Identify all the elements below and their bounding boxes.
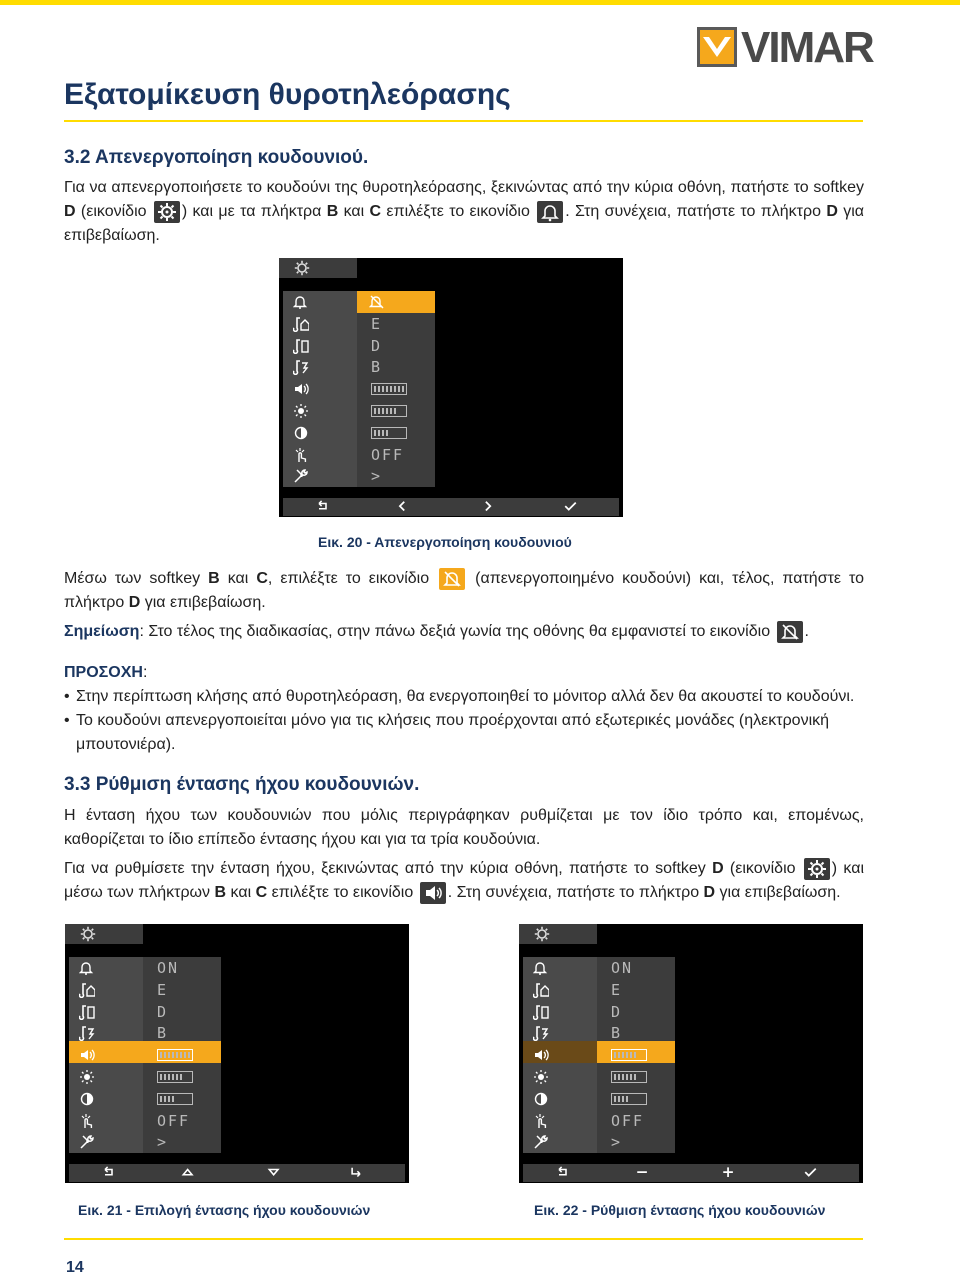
menu-row-value-text: E: [371, 314, 383, 333]
settings-header: [519, 924, 597, 944]
screen-fig-20: [279, 258, 623, 517]
key-d: D: [712, 860, 724, 877]
top-accent-bar: [0, 0, 960, 5]
contrast-level-bar: [371, 427, 407, 439]
text: Για να απενεργοποιήσετε το κουδούνι της θυροτηλεόρασης, ξεκινώντας από την κύρια οθόνη, πατήστε το softkey: [64, 179, 864, 196]
key-b: B: [326, 203, 339, 220]
menu-row-icon[interactable]: [523, 1131, 597, 1153]
menu-row-icon[interactable]: [69, 1131, 143, 1153]
touch-icon: [79, 1113, 95, 1129]
section-3-3-step: [64, 857, 864, 905]
title-rule: [64, 120, 863, 122]
brightness-level-bar: [371, 405, 407, 417]
contrast-icon: [533, 1091, 549, 1107]
caution-label: ΠΡΟΣΟΧΗ: [64, 664, 143, 681]
text: , επιλέξτε το εικονίδιο: [267, 570, 438, 587]
text: (εικονίδιο: [75, 203, 152, 220]
key-b: B: [214, 884, 227, 901]
text: ) και με τα πλήκτρα: [181, 203, 327, 220]
softkey-bar: [283, 498, 619, 516]
fig-21-caption: Εικ. 21 - Επιλογή έντασης ήχου κουδουνιών: [78, 1202, 371, 1218]
text: Μέσω των softkey: [64, 570, 209, 587]
menu-row-icon[interactable]: [69, 1001, 143, 1023]
brightness-level-bar: [157, 1071, 193, 1083]
menu-row-value[interactable]: [597, 1110, 675, 1132]
minus-icon: [635, 1166, 650, 1180]
text: (εικονίδιο: [723, 860, 802, 877]
menu-row-value[interactable]: [357, 465, 435, 487]
menu-row-value-text: B: [371, 358, 383, 377]
ring-tone-door-icon: [533, 1004, 549, 1020]
text: για επιβεβαίωση.: [140, 594, 266, 611]
bell-off-icon: [439, 568, 465, 590]
back-icon: [101, 1166, 116, 1180]
menu-row-value-text: D: [371, 336, 383, 355]
menu-row-value[interactable]: [597, 1044, 675, 1066]
ring-tone-floor-icon: [293, 359, 309, 375]
section-3-2-intro: [64, 176, 864, 248]
ring-tone-door-icon: [293, 338, 309, 354]
page-title: Εξατομίκευση θυροτηλεόρασης: [64, 78, 511, 111]
menu-row-value-text: OFF: [157, 1111, 191, 1130]
menu-row-value[interactable]: [357, 291, 435, 313]
volume-icon: [420, 882, 446, 904]
contrast-level-bar: [157, 1093, 193, 1105]
menu-row-icon[interactable]: [69, 1110, 143, 1132]
section-3-2-title: 3.2 Απενεργοποίηση κουδουνιού.: [64, 147, 369, 168]
key-d: D: [703, 884, 716, 901]
menu-row-icon[interactable]: [283, 291, 357, 313]
brightness-icon: [533, 1069, 549, 1085]
menu-row-value[interactable]: [143, 1088, 221, 1110]
menu-row-icon[interactable]: [523, 979, 597, 1001]
tools-icon: [293, 468, 309, 484]
list-item: • Στην περίπτωση κλήσης από θυροτηλεόραση, θα ενεργοποιηθεί το μόνιτορ αλλά δεν θα ακουστεί το κουδούνι.: [64, 685, 864, 709]
menu-row-value[interactable]: [357, 422, 435, 444]
note-paragraph: [64, 620, 864, 644]
check-icon: [563, 500, 578, 514]
menu-row-value-text: B: [157, 1024, 169, 1043]
menu-row-value-text: >: [157, 1133, 169, 1152]
bell-icon: [293, 294, 309, 310]
menu-row-icon[interactable]: [283, 335, 357, 357]
text: . Στη συνέχεια, πατήστε το πλήκτρο: [447, 884, 704, 901]
text: :: [142, 664, 148, 681]
softkey-bar: [523, 1164, 859, 1182]
section-3-2-step: [64, 567, 864, 615]
menu-row-icon[interactable]: [283, 356, 357, 378]
left-icon: [395, 500, 410, 514]
menu-row-value[interactable]: [143, 957, 221, 979]
menu-row-icon[interactable]: [69, 1044, 143, 1066]
menu-row-icon[interactable]: [283, 378, 357, 400]
menu-row-value-text: E: [611, 980, 623, 999]
vimar-wordmark: VIMAR: [741, 23, 873, 72]
ring-tone-home-icon: [293, 316, 309, 332]
text: επιλέξτε το εικονίδιο: [381, 203, 536, 220]
menu-row-icon[interactable]: [283, 444, 357, 466]
ring-tone-door-icon: [79, 1004, 95, 1020]
key-b: B: [208, 570, 220, 587]
menu-row-icon[interactable]: [69, 1066, 143, 1088]
menu-row-icon[interactable]: [523, 1044, 597, 1066]
menu-row-value-text: ON: [611, 959, 634, 977]
contrast-icon: [293, 425, 309, 441]
text: Για να ρυθμίσετε την ένταση ήχου, ξεκινώντας από την κύρια οθόνη, πατήστε το softkey: [64, 860, 713, 877]
menu-row-value[interactable]: [357, 335, 435, 357]
menu-row-value-text: B: [611, 1024, 623, 1043]
settings-icon: [533, 926, 551, 942]
settings-header: [65, 924, 143, 944]
section-3-3-title: 3.3 Ρύθμιση έντασης ήχου κουδουνιών.: [64, 774, 420, 795]
menu-row-value[interactable]: [597, 957, 675, 979]
text: . Στη συνέχεια, πατήστε το πλήκτρο: [565, 203, 827, 220]
menu-row-value-text: >: [371, 467, 383, 486]
menu-row-value[interactable]: [597, 1066, 675, 1088]
back-icon: [555, 1166, 570, 1180]
note-label: Σημείωση: [64, 623, 140, 640]
menu-row-icon[interactable]: [69, 957, 143, 979]
menu-row-icon[interactable]: [283, 422, 357, 444]
touch-icon: [533, 1113, 549, 1129]
menu-row-value[interactable]: [143, 1022, 221, 1044]
text: και: [219, 570, 257, 587]
bell-off-icon: [369, 294, 385, 310]
ring-tone-home-icon: [79, 982, 95, 998]
right-icon: [481, 500, 496, 514]
text: και: [338, 203, 370, 220]
key-d: D: [64, 203, 76, 220]
key-d: D: [826, 203, 838, 220]
plus-icon: [721, 1166, 736, 1180]
caution-heading: [64, 661, 864, 685]
screen-fig-21: [65, 924, 409, 1183]
menu-row-value[interactable]: [357, 313, 435, 335]
volume-level-bar: [157, 1049, 193, 1061]
bell-icon: [79, 960, 95, 976]
ring-tone-floor-icon: [79, 1025, 95, 1041]
ring-tone-home-icon: [533, 982, 549, 998]
brightness-icon: [79, 1069, 95, 1085]
back-icon: [315, 500, 330, 514]
settings-icon: [79, 926, 97, 942]
menu-row-value-text: OFF: [371, 445, 405, 464]
contrast-icon: [79, 1091, 95, 1107]
menu-row-value-text: D: [157, 1002, 169, 1021]
menu-row-value[interactable]: [597, 1088, 675, 1110]
brightness-icon: [293, 403, 309, 419]
menu-row-value[interactable]: [597, 979, 675, 1001]
menu-row-icon[interactable]: [523, 957, 597, 979]
footer-rule: [64, 1238, 863, 1240]
menu-row-value[interactable]: [357, 400, 435, 422]
fig-20-caption: Εικ. 20 - Απενεργοποίηση κουδουνιού: [318, 534, 572, 550]
key-c: C: [369, 203, 382, 220]
touch-icon: [293, 447, 309, 463]
note-text: : Στο τέλος της διαδικασίας, στην πάνω δεξιά γωνία της οθόνης θα εμφανιστεί το εικονίδιο: [139, 623, 775, 640]
softkey-bar: [69, 1164, 405, 1182]
volume-level-bar: [371, 383, 407, 395]
menu-row-icon[interactable]: [523, 1001, 597, 1023]
settings-icon: [293, 260, 311, 276]
text: .: [804, 623, 809, 640]
menu-row-icon[interactable]: [69, 979, 143, 1001]
settings-header: [279, 258, 357, 278]
menu-row-value[interactable]: [597, 1001, 675, 1023]
text: (απενεργοποιημένο κουδούνι) και, τέλος, πατήστε το πλήκτρο: [64, 570, 865, 611]
menu-row-value[interactable]: [597, 1022, 675, 1044]
menu-row-icon[interactable]: [523, 1110, 597, 1132]
up-icon: [181, 1166, 196, 1180]
menu-row-value-text: OFF: [611, 1111, 645, 1130]
volume-icon: [79, 1047, 95, 1063]
menu-row-value[interactable]: [143, 1044, 221, 1066]
bell-icon: [537, 201, 563, 223]
settings-icon: [804, 858, 830, 880]
key-c: C: [255, 884, 268, 901]
tools-icon: [79, 1134, 95, 1150]
text: και: [226, 884, 256, 901]
menu-row-value-text: ON: [157, 959, 180, 977]
check-icon: [803, 1166, 818, 1180]
bell-icon: [533, 960, 549, 976]
vimar-logo: [697, 23, 873, 72]
key-d: D: [128, 594, 141, 611]
menu-row-value[interactable]: [143, 1110, 221, 1132]
contrast-level-bar: [611, 1093, 647, 1105]
menu-row-icon[interactable]: [283, 400, 357, 422]
menu-row-icon[interactable]: [283, 313, 357, 335]
volume-level-bar: [611, 1049, 647, 1061]
menu-row-value[interactable]: [357, 356, 435, 378]
menu-row-value[interactable]: [143, 1066, 221, 1088]
enter-icon: [349, 1166, 364, 1180]
tools-icon: [533, 1134, 549, 1150]
menu-row-icon[interactable]: [69, 1022, 143, 1044]
menu-row-value-text: D: [611, 1002, 623, 1021]
menu-row-value[interactable]: [143, 1131, 221, 1153]
ring-tone-floor-icon: [533, 1025, 549, 1041]
caution-list: [64, 685, 864, 757]
text: ) και μέσω των πλήκτρων: [64, 860, 864, 901]
fig-22-caption: Εικ. 22 - Ρύθμιση έντασης ήχου κουδουνιών: [534, 1202, 826, 1218]
menu-row-value[interactable]: [597, 1131, 675, 1153]
settings-icon: [154, 201, 180, 223]
menu-row-value[interactable]: [143, 979, 221, 1001]
screen-fig-22: [519, 924, 863, 1183]
menu-row-icon[interactable]: [523, 1022, 597, 1044]
list-item: • Το κουδούνι απενεργοποιείται μόνο για τις κλήσεις που προέρχονται από εξωτερικές μονάδες (ηλεκτρονική μπουτονιέρα).: [64, 709, 864, 757]
bell-off-status-icon: [777, 621, 803, 643]
menu-row-icon[interactable]: [523, 1088, 597, 1110]
menu-row-value[interactable]: [143, 1001, 221, 1023]
menu-row-value[interactable]: [357, 444, 435, 466]
menu-row-value-text: >: [611, 1133, 623, 1152]
text: επιλέξτε το εικονίδιο: [267, 884, 418, 901]
page-number: 14: [66, 1259, 84, 1275]
menu-row-value-text: E: [157, 980, 169, 999]
volume-icon: [533, 1047, 549, 1063]
key-c: C: [256, 570, 268, 587]
text: για επιβεβαίωση.: [64, 203, 865, 244]
down-icon: [267, 1166, 282, 1180]
vimar-logo-mark-icon: [697, 27, 737, 67]
menu-row-icon[interactable]: [523, 1066, 597, 1088]
menu-row-icon[interactable]: [69, 1088, 143, 1110]
menu-row-value[interactable]: [357, 378, 435, 400]
menu-row-icon[interactable]: [283, 465, 357, 487]
text: για επιβεβαίωση.: [715, 884, 841, 901]
brightness-level-bar: [611, 1071, 647, 1083]
section-3-3-intro: Η ένταση ήχου των κουδουνιών που μόλις περιγράφηκαν ρυθμίζεται με τον ίδιο τρόπο και, επομένως, καθορίζεται το ίδιο επίπεδο έντασης ήχου και για τα τρία κουδούνια.: [64, 807, 864, 848]
volume-icon: [293, 381, 309, 397]
